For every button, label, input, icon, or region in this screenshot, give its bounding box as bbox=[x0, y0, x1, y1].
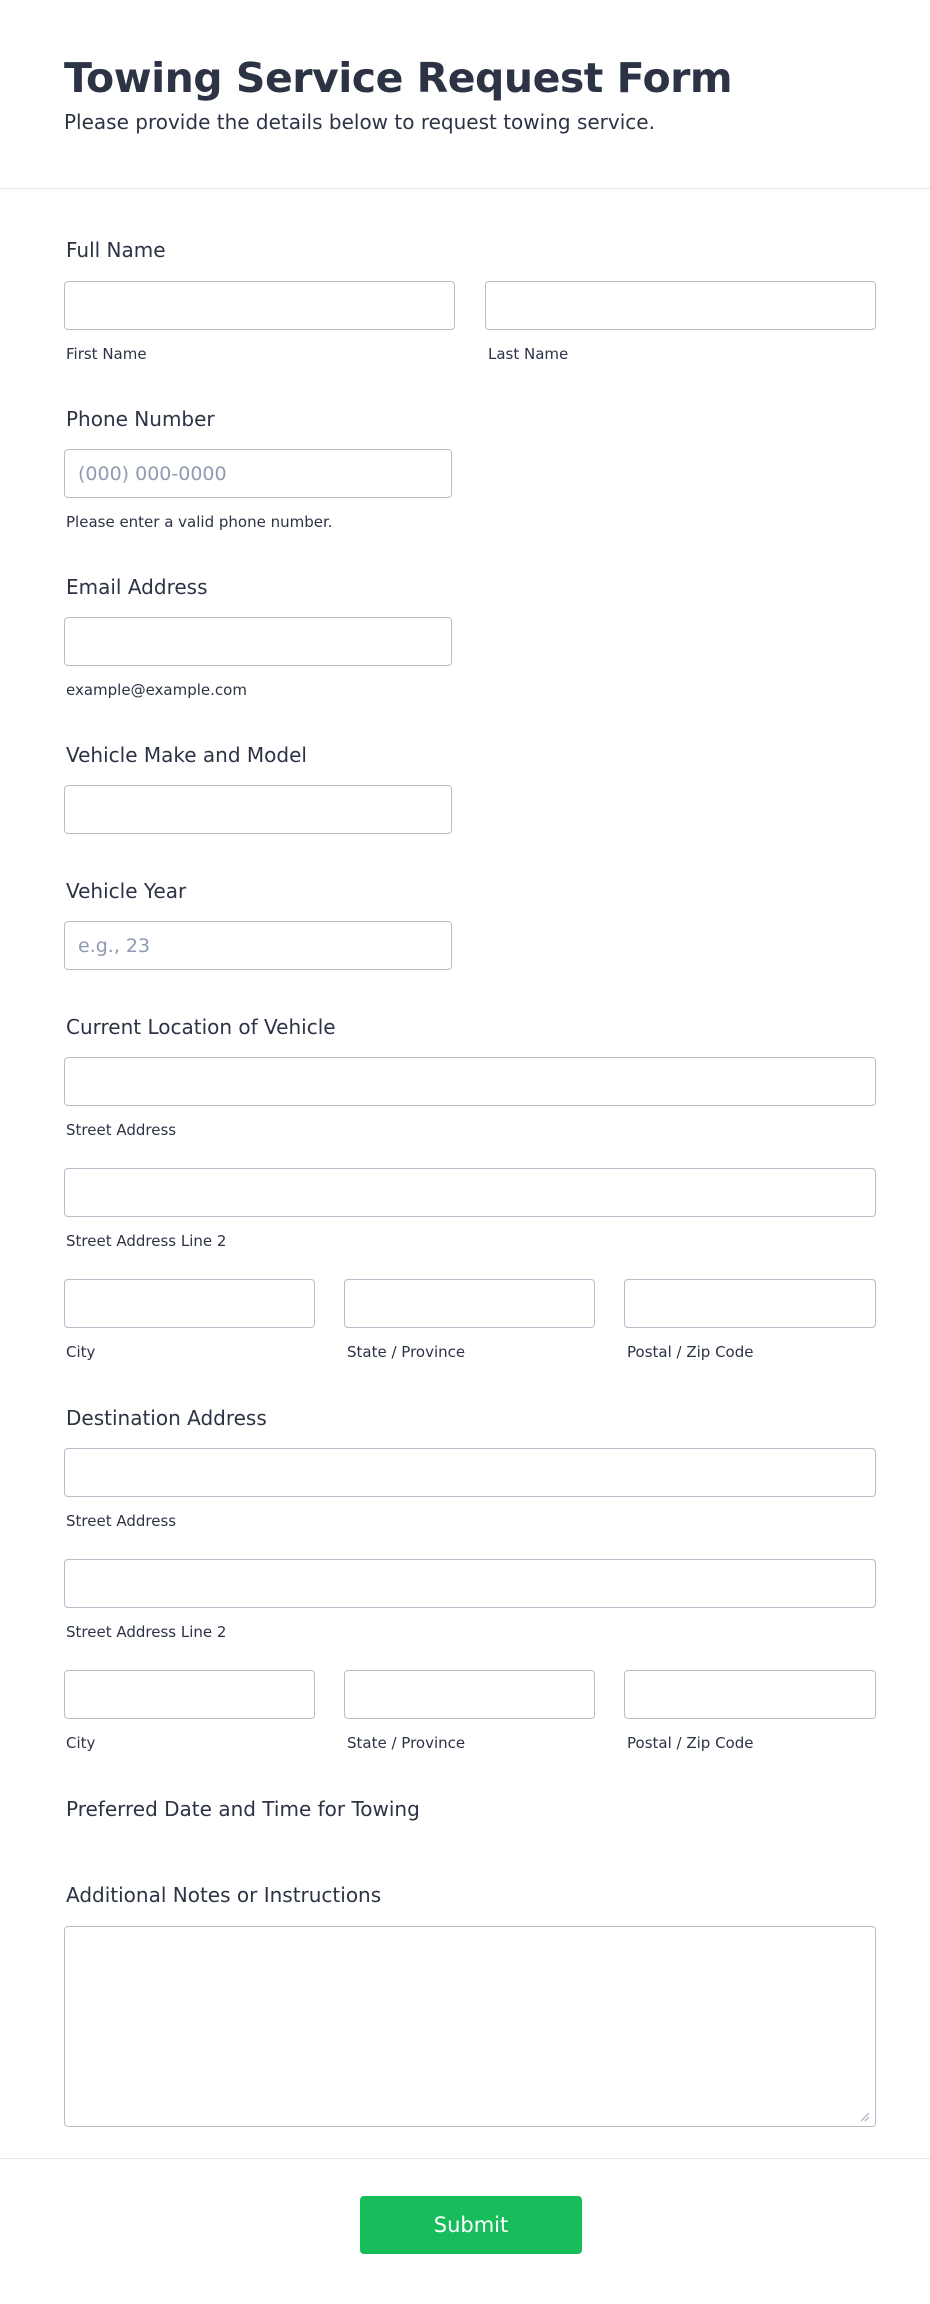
destination-street2-input[interactable] bbox=[64, 1559, 876, 1608]
notes-textarea[interactable] bbox=[64, 1926, 876, 2127]
current-street-sublabel: Street Address bbox=[66, 1121, 177, 1139]
vehicle-year-label: Vehicle Year bbox=[66, 879, 187, 903]
current-state-input[interactable] bbox=[344, 1279, 595, 1328]
current-street-input[interactable] bbox=[64, 1057, 876, 1106]
email-label: Email Address bbox=[66, 575, 208, 599]
current-street2-sublabel: Street Address Line 2 bbox=[66, 1232, 227, 1250]
destination-city-input[interactable] bbox=[64, 1670, 315, 1719]
vehicle-make-model-label: Vehicle Make and Model bbox=[66, 743, 307, 767]
current-street2-input[interactable] bbox=[64, 1168, 876, 1217]
destination-zip-sublabel: Postal / Zip Code bbox=[627, 1734, 754, 1752]
destination-street-sublabel: Street Address bbox=[66, 1512, 177, 1530]
destination-city-sublabel: City bbox=[66, 1734, 96, 1752]
footer-divider bbox=[0, 2158, 930, 2159]
vehicle-make-model-input[interactable] bbox=[64, 785, 452, 834]
vehicle-year-input[interactable] bbox=[64, 921, 452, 970]
submit-button[interactable]: Submit bbox=[360, 2196, 582, 2254]
page-title: Towing Service Request Form bbox=[64, 54, 733, 102]
destination-label: Destination Address bbox=[66, 1406, 267, 1430]
first-name-input[interactable] bbox=[64, 281, 455, 330]
last-name-input[interactable] bbox=[485, 281, 876, 330]
page-subtitle: Please provide the details below to request towing service. bbox=[64, 110, 655, 134]
current-zip-sublabel: Postal / Zip Code bbox=[627, 1343, 754, 1361]
resize-grip-icon[interactable] bbox=[860, 2112, 870, 2122]
phone-label: Phone Number bbox=[66, 407, 215, 431]
destination-state-sublabel: State / Province bbox=[347, 1734, 466, 1752]
form-header bbox=[0, 0, 930, 189]
preferred-datetime-label: Preferred Date and Time for Towing bbox=[66, 1797, 420, 1821]
current-city-sublabel: City bbox=[66, 1343, 96, 1361]
destination-state-input[interactable] bbox=[344, 1670, 595, 1719]
current-city-input[interactable] bbox=[64, 1279, 315, 1328]
email-sublabel: example@example.com bbox=[66, 681, 247, 699]
first-name-sublabel: First Name bbox=[66, 345, 147, 363]
current-location-label: Current Location of Vehicle bbox=[66, 1015, 336, 1039]
phone-sublabel: Please enter a valid phone number. bbox=[66, 513, 333, 531]
notes-label: Additional Notes or Instructions bbox=[66, 1883, 382, 1907]
email-input[interactable] bbox=[64, 617, 452, 666]
full-name-label: Full Name bbox=[66, 238, 166, 262]
phone-input[interactable] bbox=[64, 449, 452, 498]
destination-street-input[interactable] bbox=[64, 1448, 876, 1497]
current-zip-input[interactable] bbox=[624, 1279, 876, 1328]
destination-street2-sublabel: Street Address Line 2 bbox=[66, 1623, 227, 1641]
current-state-sublabel: State / Province bbox=[347, 1343, 466, 1361]
destination-zip-input[interactable] bbox=[624, 1670, 876, 1719]
last-name-sublabel: Last Name bbox=[488, 345, 569, 363]
